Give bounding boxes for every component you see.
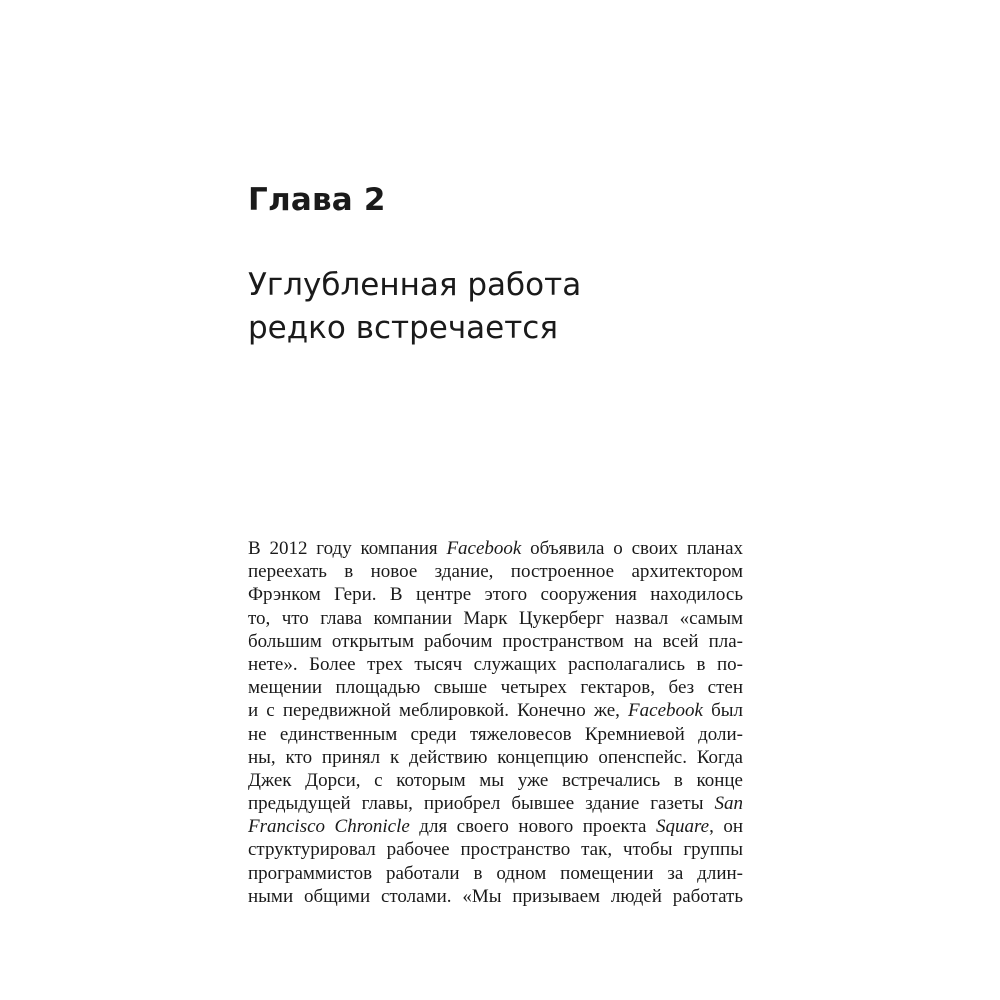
body-text-line — [248, 746, 743, 769]
body-text-line — [248, 838, 743, 861]
chapter-title-line: Углубленная работа — [248, 267, 582, 303]
text-segment: и с передвижной меблировкой. Конечно же, — [248, 700, 629, 722]
body-text-line — [248, 862, 743, 885]
chapter-title-line: редко встречается — [248, 310, 558, 346]
text-segment: ны, кто принял к действию концепцию опенспейс. Когда — [248, 746, 743, 768]
body-text — [248, 537, 743, 908]
body-text-line — [248, 676, 743, 699]
italic-text: San — [714, 793, 743, 815]
text-segment: В 2012 году компания — [248, 538, 447, 559]
body-text-line — [248, 885, 743, 908]
text-segment: для своего нового проекта — [409, 816, 656, 838]
italic-text: Facebook — [446, 538, 522, 559]
text-segment: не единственным среди тяжеловесов Кремниевой доли- — [248, 723, 743, 745]
body-text-line — [248, 699, 743, 722]
body-text-line — [248, 537, 743, 560]
text-segment: структурировал рабочее пространство так, чтобы группы — [248, 839, 743, 861]
body-text-line — [248, 723, 743, 746]
text-segment: мещении площадью свыше четырех гектаров, без стен — [248, 677, 743, 699]
italic-text: Facebook — [628, 700, 703, 722]
text-segment: нете». Более трех тысяч служащих располагались в по- — [248, 653, 743, 675]
body-text-line — [248, 583, 743, 606]
body-text-line — [248, 560, 743, 583]
text-segment: предыдущей главы, приобрел бывшее здание газеты — [248, 793, 715, 815]
chapter-title — [248, 264, 768, 350]
text-segment: переехать в новое здание, построенное архитектором — [248, 561, 743, 583]
text-segment: Фрэнком Гери. В центре этого сооружения находилось — [248, 584, 743, 606]
italic-text: Square — [655, 816, 710, 838]
body-text-line — [248, 607, 743, 630]
body-text-line — [248, 815, 743, 838]
italic-text: Francisco Chronicle — [248, 816, 410, 838]
text-segment: программистов работали в одном помещении за длин- — [248, 862, 743, 884]
chapter-number: Глава 2 — [248, 182, 386, 218]
text-segment: Джек Дорси, с которым мы уже встречались в конце — [248, 769, 743, 791]
text-segment: то, что глава компании Марк Цукерберг назвал «самым — [248, 607, 743, 629]
body-text-line — [248, 630, 743, 653]
text-segment: , он — [709, 816, 744, 838]
text-segment: объявила о своих планах — [521, 538, 743, 559]
body-text-line — [248, 769, 743, 792]
text-segment: большим открытым рабочим пространством на всей пла- — [248, 630, 743, 652]
body-text-line — [248, 792, 743, 815]
body-text-line — [248, 653, 743, 676]
text-segment: ными общими столами. «Мы призываем людей работать — [248, 885, 743, 907]
text-segment: был — [702, 700, 743, 722]
